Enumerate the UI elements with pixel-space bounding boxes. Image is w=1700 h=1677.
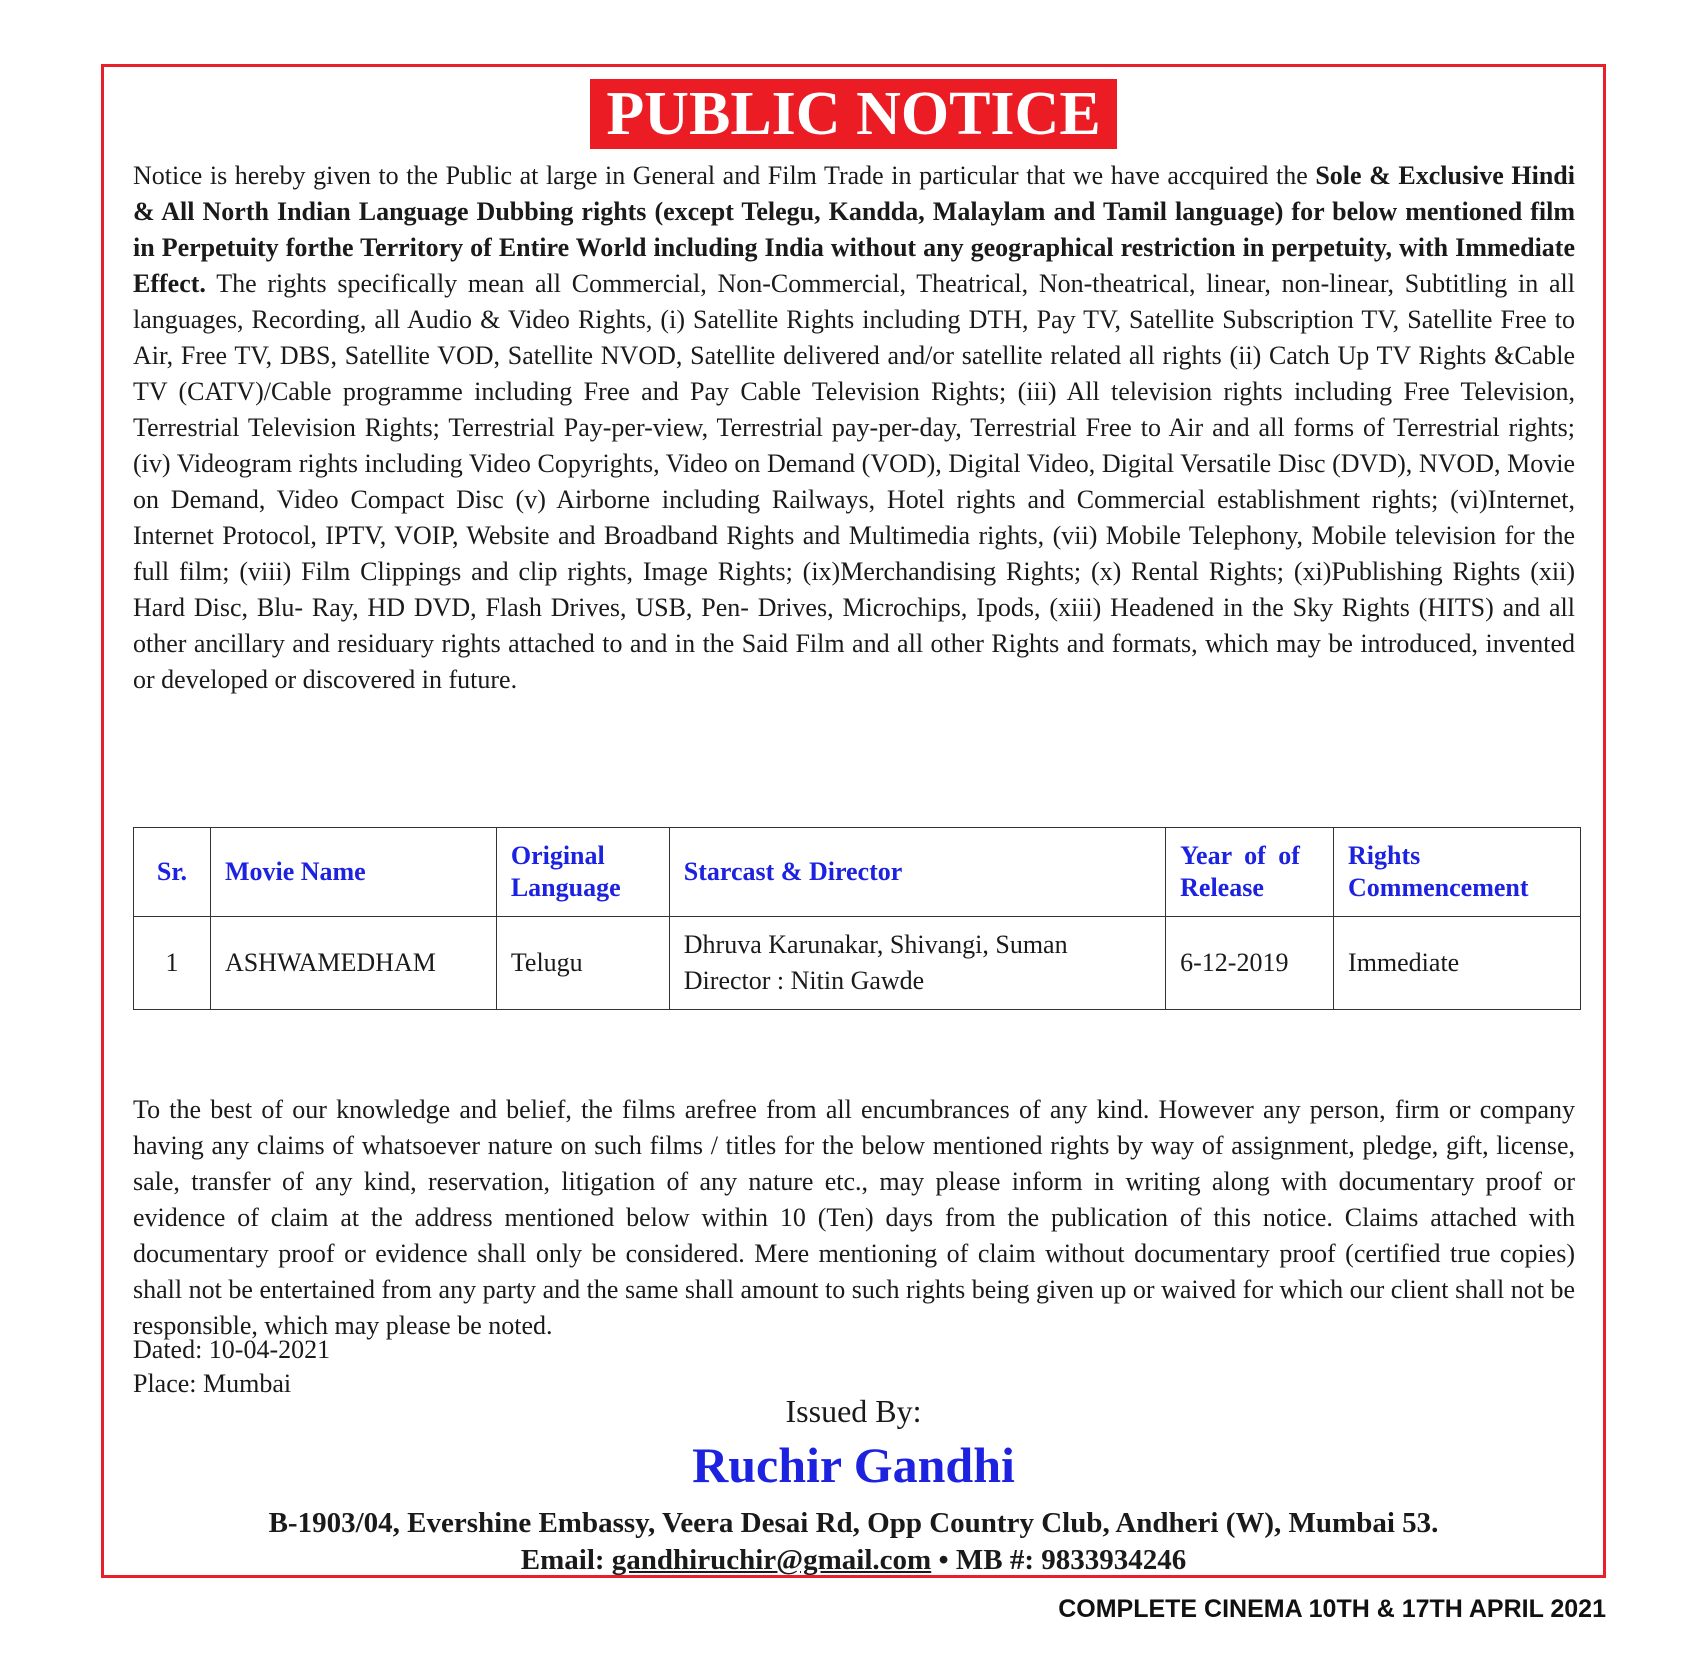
cell-movie-name: ASHWAMEDHAM: [210, 917, 496, 1010]
cell-sr: 1: [134, 917, 211, 1010]
issuer-address: B-1903/04, Evershine Embassy, Veera Desai Rd, Opp Country Club, Andheri (W), Mumbai 53.: [268, 1507, 1439, 1539]
header-rights-commencement: Rights Commencement: [1334, 828, 1581, 917]
cell-language: Telugu: [496, 917, 669, 1010]
cell-starcast-director: [669, 917, 1165, 1010]
header-original-language: Original Language: [496, 828, 669, 917]
mobile-label: MB #:: [955, 1544, 1042, 1576]
intro-rest: The rights specifically mean all Commercial, Non-Commercial, Theatrical, Non-theatrical, linear, non-linear, Subtitling in all languages, Recording, all Audio & Video Rights, (i) Satellite Rights including DTH, Pay TV, Satellite Subscription TV, Satellite Free to Air, Free TV, DBS, Satellite VOD, Satellite NVOD, Satellite delivered and/or satellite related all rights (ii) Catch Up TV Rights &Cable TV (CATV)/Cable programme including Free and Pay Cable Television Rights; (iii) All television rights including Free Television, Terrestrial Television Rights; Terrestrial Pay-per-view, Terrestrial pay-per-day, Terrestrial Free to Air and all forms of Terrestrial rights; (iv) Videogram rights including Video Copyrights, Video on Demand (VOD), Digital Video, Digital Versatile Disc (DVD), NVOD, Movie on Demand, Video Compact Disc (v) Airborne including Railways, Hotel rights and Commercial establishment rights; (vi)Internet, Internet Protocol, IPTV, VOIP, Website and Broadband Rights and Multimedia rights, (vii) Mobile Telephony, Mobile television for the full film; (viii) Film Clippings and clip rights, Image Rights; (ix)Merchandising Rights; (x) Rental Rights; (xi)Publishing Rights (xii) Hard Disc, Blu- Ray, HD DVD, Flash Drives, USB, Pen- Drives, Microchips, Ipods, (xiii) Headened in the Sky Rights (HITS) and all other ancillary and residuary rights attached to and in the Said Film and all other Rights and formats, which may be introduced, invented or developed or discovered in future.: [133, 269, 1575, 694]
email-label: Email:: [520, 1544, 612, 1576]
notice-title: PUBLIC NOTICE: [590, 79, 1116, 149]
cell-director: Director : Nitin Gawde: [683, 966, 925, 995]
issuer-name: Ruchir Gandhi: [692, 1437, 1015, 1493]
title-wrapper: [104, 79, 1603, 149]
table-row: [134, 917, 1581, 1010]
header-movie-name: Movie Name: [210, 828, 496, 917]
contact-separator: •: [931, 1544, 956, 1576]
dated-line: Dated: 10-04-2021: [133, 1335, 331, 1364]
notice-frame: [101, 64, 1606, 1578]
email-link[interactable]: gandhiruchir@gmail.com: [611, 1544, 932, 1576]
cell-year: 6-12-2019: [1166, 917, 1334, 1010]
header-sr: Sr.: [134, 828, 211, 917]
cell-starcast: Dhruva Karunakar, Shivangi, Suman: [683, 930, 1068, 959]
disclaimer-paragraph: To the best of our knowledge and belief, the films arefree from all encumbrances of any kind. However any person, firm or company having any claims of whatsoever nature on such films / titles for the below mentioned rights by way of assignment, pledge, gift, license, sale, transfer of any kind, reservation, litigation of any nature etc., may please inform in writing along with documentary proof or evidence of claim at the address mentioned below within 10 (Ten) days from the publication of this notice. Claims attached with documentary proof or evidence shall only be considered. Mere mentioning of claim without documentary proof (certified true copies) shall not be entertained from any party and the same shall amount to such rights being given up or waived for which our client shall not be responsible, which may please be noted.: [133, 1095, 1575, 1340]
intro-bold: Sole & Exclusive Hindi & All North Indian Language Dubbing rights (except Telegu, Kandda, Malaylam and Tamil language) for below mentioned film in Perpetuity forthe Territory of Entire World including India without any geographical restriction in perpetuity, with Immediate Effect.: [133, 161, 1575, 298]
intro-paragraph: [133, 158, 1575, 698]
contact-line: [104, 1541, 1603, 1579]
mobile-number: 9833934246: [1041, 1544, 1187, 1576]
intro-lead: Notice is hereby given to the Public at large in General and Film Trade in particular that we have accquired the: [133, 161, 1316, 190]
table-header-row: [134, 828, 1581, 917]
header-year-of-release: Year of of Release: [1166, 828, 1334, 917]
header-starcast-director: Starcast & Director: [669, 828, 1165, 917]
place-line: Place: Mumbai: [133, 1369, 292, 1398]
film-table: [133, 827, 1581, 1010]
issued-by-label: Issued By:: [785, 1393, 922, 1429]
publication-footer: COMPLETE CINEMA 10TH & 17TH APRIL 2021: [1058, 1595, 1606, 1623]
cell-rights: Immediate: [1334, 917, 1581, 1010]
